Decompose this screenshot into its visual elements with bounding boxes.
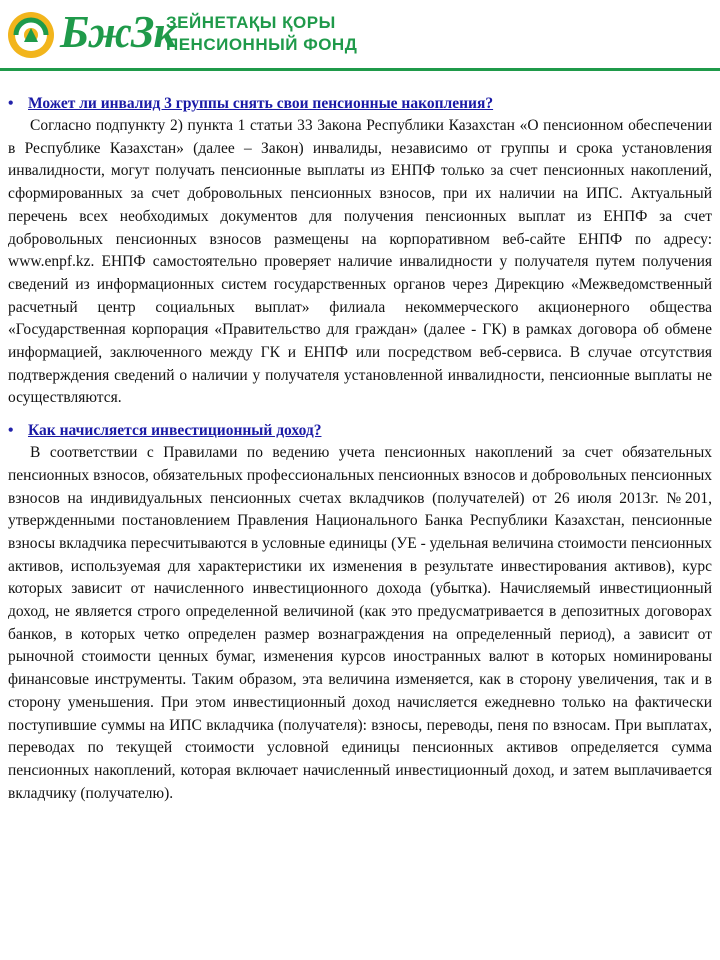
faq-answer: В соответствии с Правилами по ведению учета пенсионных накоплений за счет обязательных пенсионных взносов, обязательных профессиональных пенсионных взносов и добровольных пенсионных взносов на индивидуальных пенсионных счетах вкладчиков (получателей) от 26 июля 2013г. №201, утвержденными постановлением Правления Национального Банка Республики Казахстан, пенсионные взносы вкладчика пересчитываются в условные единицы (УЕ - удельная величина стоимости пенсионных активов, используемая для характеристики их изменения в результате инвестирования активов), курс которых зависит от начисленного инвестиционного дохода (убытка). Начисляемый инвестиционный доход, не является строго определенной величиной (как это предусматривается в депозитных договорах банков, в которых четко определен размер вознаграждения на определенный период), а зависит от рыночной стоимости ценных бумаг, изменения курсов иностранных валют в которых номинированы финансовые инструменты. Таким образом, эта величина изменяется, как в сторону увеличения, так и в сторону уменьшения. При этом инвестиционный доход начисляется ежедневно только на фактически поступившие суммы на ИПС вкладчика (получателя): взносы, переводы, пеня по взносам. При выплатах, переводах по текущей стоимости условной единицы пенсионных активов определяется сумма пенсионных накоплений, которая включает начисленный инвестиционный доход, и затем выплачивается вкладчику (получателю).: [8, 444, 712, 802]
header: [0, 0, 720, 74]
bullet-icon: •: [8, 422, 14, 440]
header-divider: [0, 68, 720, 71]
question-link[interactable]: Как начисляется инвестиционный доход?: [28, 422, 322, 440]
faq-answer: Согласно подпункту 2) пункта 1 статьи 33 Закона Республики Казахстан «О пенсионном обеспечении в Республике Казахстан» (далее – Закон) инвалиды, независимо от группы и срока установления инвалидности, могут получать пенсионные выплаты из ЕНПФ только за счет пенсионных накоплений, сформированных за счет добровольных пенсионных взносов, при их наличии на ИПС. Актуальный перечень всех необходимых документов для получения пенсионных выплат из ЕНПФ за счет добровольных пенсионных взносов размещены на корпоративном веб-сайте ЕНПФ по адресу: www.enpf.kz. ЕНПФ самостоятельно проверяет наличие инвалидности у получателя путем получения сведений из информационных систем государственных органов через Дирекцию «Межведомственный расчетный центр социальных выплат» филиала некоммерческого акционерного общества «Государственная корпорация «Правительство для граждан» (далее - ГК) в рамках договора об обмене информацией, заключенного между ГК и ЕНПФ или посредством веб-сервиса. В случае отсутствия подтверждения сведений о наличии у получателя установленной инвалидности, пенсионные выплаты не осуществляются.: [8, 117, 712, 407]
fund-name-russian: ПЕНСИОННЫЙ ФОНД: [166, 35, 358, 54]
faq-question: [8, 420, 712, 442]
faq-item: [8, 420, 712, 805]
faq-content: [8, 93, 712, 815]
logo-emblem-icon: [6, 10, 56, 60]
faq-question: [8, 93, 712, 115]
fund-name: [166, 12, 357, 56]
question-link[interactable]: Может ли инвалид 3 группы снять свои пенсионные накопления?: [28, 95, 494, 112]
faq-item: [8, 93, 712, 410]
fund-name-kazakh: ЗЕЙНЕТАҚЫ ҚОРЫ: [166, 13, 336, 32]
logo-wordmark: БжЗк: [60, 6, 176, 57]
bullet-icon: •: [8, 95, 14, 112]
